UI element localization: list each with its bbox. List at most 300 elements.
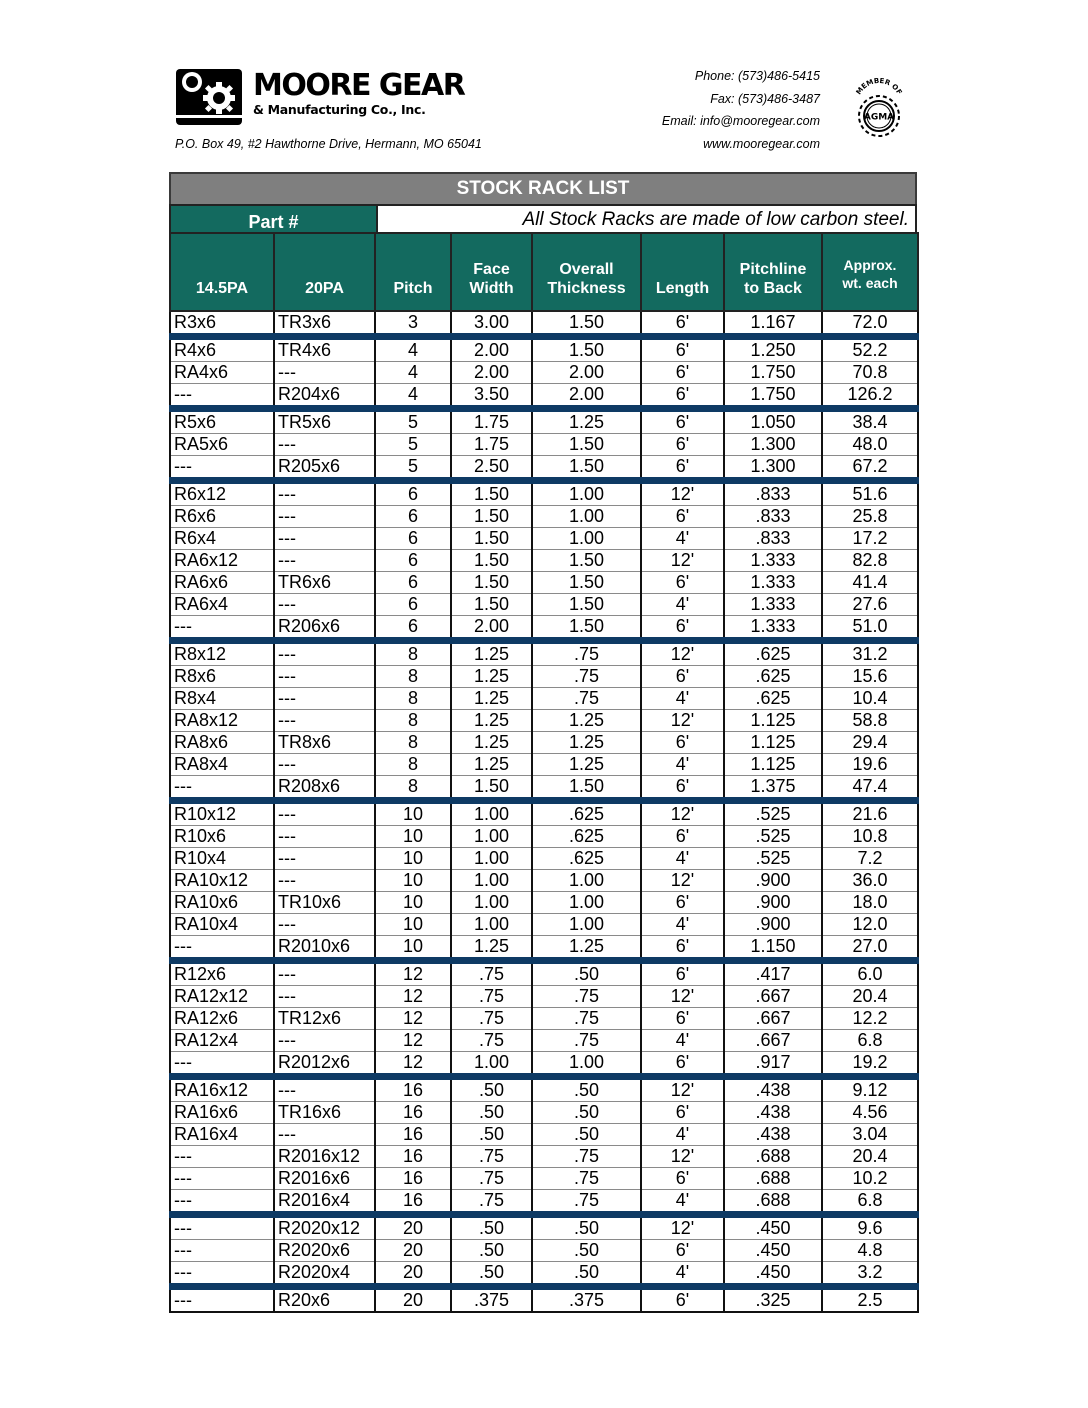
gear-logo-icon [175,68,243,126]
cell-length: 4' [641,848,724,870]
cell-pitch: 8 [375,688,451,710]
cell-face-width: .50 [451,1240,532,1262]
cell-face-width: 1.25 [451,936,532,961]
table-row [170,641,918,666]
cell-part-20pa: --- [274,594,375,616]
cell-pitchline-to-back: .450 [724,1262,822,1287]
cell-length: 4' [641,594,724,616]
cell-part-20pa: TR16x6 [274,1102,375,1124]
column-header-line: Pitch [393,280,433,297]
table-subheader [169,204,917,232]
cell-overall-thickness: 2.00 [532,362,641,384]
cell-part-20pa: TR6x6 [274,572,375,594]
column-header-line: Thickness [547,280,626,297]
cell-pitch: 10 [375,801,451,826]
cell-overall-thickness: .75 [532,1030,641,1052]
cell-part-20pa: --- [274,801,375,826]
table-title: STOCK RACK LIST [169,172,917,204]
fax-number: Fax: (573)486-3487 [710,91,820,106]
cell-pitchline-to-back: .450 [724,1215,822,1240]
cell-face-width: 3.00 [451,311,532,337]
cell-part-14-5pa: R6x12 [170,481,274,506]
cell-part-14-5pa: --- [170,1262,274,1287]
cell-pitchline-to-back: .688 [724,1168,822,1190]
cell-overall-thickness: .75 [532,688,641,710]
table-body [170,311,918,1312]
company-subtitle: & Manufacturing Co., Inc. [253,102,426,117]
column-header-line: Face [473,261,510,278]
cell-overall-thickness: .50 [532,1240,641,1262]
cell-pitch: 16 [375,1124,451,1146]
cell-approx-weight: 12.0 [822,914,918,936]
cell-part-14-5pa: RA16x6 [170,1102,274,1124]
cell-overall-thickness: 1.50 [532,311,641,337]
cell-pitch: 10 [375,892,451,914]
cell-face-width: 2.00 [451,337,532,362]
cell-approx-weight: 38.4 [822,409,918,434]
cell-part-14-5pa: RA8x12 [170,710,274,732]
cell-approx-weight: 52.2 [822,337,918,362]
cell-face-width: 1.00 [451,892,532,914]
cell-part-20pa: TR5x6 [274,409,375,434]
cell-pitchline-to-back: 1.125 [724,754,822,776]
cell-approx-weight: 15.6 [822,666,918,688]
cell-overall-thickness: 1.50 [532,594,641,616]
cell-overall-thickness: 1.25 [532,754,641,776]
cell-part-20pa: --- [274,1077,375,1102]
cell-length: 6' [641,1240,724,1262]
cell-face-width: 2.50 [451,456,532,481]
cell-pitchline-to-back: .900 [724,914,822,936]
cell-face-width: .50 [451,1215,532,1240]
cell-length: 12' [641,986,724,1008]
table-row [170,594,918,616]
cell-approx-weight: 41.4 [822,572,918,594]
cell-part-14-5pa: --- [170,1287,274,1313]
cell-pitchline-to-back: .450 [724,1240,822,1262]
cell-face-width: .50 [451,1102,532,1124]
cell-length: 6' [641,732,724,754]
table-row [170,1077,918,1102]
cell-overall-thickness: .75 [532,1168,641,1190]
cell-face-width: 1.25 [451,710,532,732]
cell-part-14-5pa: RA8x4 [170,754,274,776]
cell-face-width: .75 [451,1168,532,1190]
cell-face-width: 2.00 [451,616,532,641]
cell-overall-thickness: .50 [532,1102,641,1124]
table-row [170,1190,918,1215]
cell-length: 6' [641,666,724,688]
column-header-line: wt. each [842,275,898,291]
cell-length: 12' [641,481,724,506]
cell-overall-thickness: 1.25 [532,732,641,754]
table-row [170,848,918,870]
cell-part-20pa: --- [274,754,375,776]
cell-length: 6' [641,311,724,337]
column-header-line: Width [469,280,514,297]
cell-face-width: 1.50 [451,506,532,528]
cell-overall-thickness: .75 [532,1146,641,1168]
cell-approx-weight: 36.0 [822,870,918,892]
cell-overall-thickness: .375 [532,1287,641,1313]
cell-part-14-5pa: RA10x12 [170,870,274,892]
stock-rack-sheet [169,172,917,1313]
cell-part-14-5pa: R10x4 [170,848,274,870]
cell-approx-weight: 20.4 [822,1146,918,1168]
cell-pitch: 5 [375,456,451,481]
cell-length: 4' [641,528,724,550]
stock-rack-table [169,232,919,1313]
phone-number: Phone: (573)486-5415 [694,69,820,83]
cell-pitch: 4 [375,337,451,362]
cell-length: 12' [641,870,724,892]
email-address[interactable]: Email: info@mooregear.com [661,114,820,128]
cell-pitchline-to-back: .438 [724,1102,822,1124]
cell-approx-weight: 10.2 [822,1168,918,1190]
cell-pitchline-to-back: 1.333 [724,550,822,572]
cell-part-14-5pa: RA16x12 [170,1077,274,1102]
cell-face-width: .75 [451,1030,532,1052]
cell-overall-thickness: .75 [532,1190,641,1215]
cell-pitch: 16 [375,1190,451,1215]
cell-overall-thickness: 1.50 [532,776,641,801]
cell-overall-thickness: .75 [532,1008,641,1030]
cell-pitchline-to-back: 1.167 [724,311,822,337]
cell-face-width: 1.50 [451,528,532,550]
cell-pitch: 10 [375,914,451,936]
cell-overall-thickness: 1.50 [532,337,641,362]
cell-part-14-5pa: R8x6 [170,666,274,688]
cell-approx-weight: 3.2 [822,1262,918,1287]
cell-part-20pa: --- [274,914,375,936]
cell-part-14-5pa: RA10x4 [170,914,274,936]
cell-part-14-5pa: RA5x6 [170,434,274,456]
cell-part-20pa: TR3x6 [274,311,375,337]
cell-length: 6' [641,1168,724,1190]
cell-pitchline-to-back: .833 [724,528,822,550]
cell-pitch: 8 [375,666,451,688]
cell-approx-weight: 51.6 [822,481,918,506]
cell-face-width: 1.50 [451,550,532,572]
column-header-pitchline-to-back [724,233,822,311]
cell-face-width: 1.75 [451,409,532,434]
cell-pitch: 20 [375,1240,451,1262]
cell-face-width: 3.50 [451,384,532,409]
column-header-overall-thickness [532,233,641,311]
cell-pitch: 6 [375,572,451,594]
cell-length: 12' [641,801,724,826]
cell-pitchline-to-back: .625 [724,641,822,666]
cell-pitch: 6 [375,594,451,616]
cell-pitch: 3 [375,311,451,337]
cell-face-width: 1.50 [451,572,532,594]
cell-length: 6' [641,616,724,641]
table-row [170,1008,918,1030]
table-row [170,409,918,434]
cell-part-14-5pa: --- [170,1052,274,1077]
badge-center-text: AGMA [863,112,895,123]
cell-part-20pa: R204x6 [274,384,375,409]
cell-pitchline-to-back: .688 [724,1190,822,1215]
cell-part-20pa: R2010x6 [274,936,375,961]
cell-approx-weight: 7.2 [822,848,918,870]
cell-approx-weight: 21.6 [822,801,918,826]
cell-part-20pa: --- [274,641,375,666]
cell-length: 6' [641,776,724,801]
cell-pitch: 12 [375,986,451,1008]
cell-part-14-5pa: --- [170,616,274,641]
cell-part-14-5pa: RA12x6 [170,1008,274,1030]
cell-pitchline-to-back: 1.300 [724,456,822,481]
table-row [170,1215,918,1240]
cell-overall-thickness: 1.25 [532,710,641,732]
column-header-line: Length [655,280,710,297]
column-header-row [170,233,918,311]
agma-member-badge-icon [848,78,910,142]
cell-part-14-5pa: --- [170,1168,274,1190]
cell-approx-weight: 126.2 [822,384,918,409]
cell-part-14-5pa: R12x6 [170,961,274,986]
cell-part-20pa: --- [274,961,375,986]
cell-overall-thickness: 1.00 [532,506,641,528]
cell-length: 6' [641,826,724,848]
cell-face-width: 1.00 [451,848,532,870]
cell-part-20pa: TR8x6 [274,732,375,754]
column-header-approx-weight [822,233,918,311]
cell-part-20pa: --- [274,666,375,688]
cell-part-14-5pa: R3x6 [170,311,274,337]
table-row [170,616,918,641]
cell-length: 4' [641,1190,724,1215]
cell-face-width: 1.00 [451,870,532,892]
cell-face-width: 1.00 [451,1052,532,1077]
cell-overall-thickness: .625 [532,848,641,870]
table-row [170,688,918,710]
cell-part-20pa: TR4x6 [274,337,375,362]
cell-approx-weight: 82.8 [822,550,918,572]
cell-approx-weight: 20.4 [822,986,918,1008]
cell-face-width: .50 [451,1124,532,1146]
cell-overall-thickness: .625 [532,801,641,826]
cell-pitch: 8 [375,641,451,666]
cell-face-width: 1.75 [451,434,532,456]
contact-info [662,67,820,157]
cell-pitch: 16 [375,1102,451,1124]
cell-part-20pa: --- [274,1030,375,1052]
cell-part-14-5pa: RA10x6 [170,892,274,914]
cell-length: 6' [641,456,724,481]
cell-pitch: 10 [375,870,451,892]
cell-approx-weight: 3.04 [822,1124,918,1146]
cell-part-20pa: R20x6 [274,1287,375,1313]
material-note: All Stock Racks are made of low carbon steel. [378,204,915,232]
cell-pitchline-to-back: 1.125 [724,710,822,732]
table-row [170,870,918,892]
cell-pitchline-to-back: .833 [724,481,822,506]
cell-approx-weight: 9.12 [822,1077,918,1102]
table-row [170,1262,918,1287]
cell-pitchline-to-back: .625 [724,688,822,710]
cell-pitchline-to-back: .667 [724,986,822,1008]
cell-part-14-5pa: R6x6 [170,506,274,528]
column-header-line: to Back [744,280,802,297]
cell-part-14-5pa: RA12x12 [170,986,274,1008]
cell-overall-thickness: .50 [532,1215,641,1240]
table-row [170,456,918,481]
cell-part-20pa: --- [274,688,375,710]
cell-pitch: 10 [375,826,451,848]
cell-overall-thickness: 1.50 [532,572,641,594]
cell-part-20pa: TR10x6 [274,892,375,914]
cell-approx-weight: 12.2 [822,1008,918,1030]
cell-pitchline-to-back: .438 [724,1124,822,1146]
cell-face-width: .75 [451,1146,532,1168]
cell-face-width: 1.50 [451,776,532,801]
cell-pitch: 6 [375,506,451,528]
column-header-pitch [375,233,451,311]
cell-length: 6' [641,936,724,961]
cell-overall-thickness: 1.25 [532,936,641,961]
cell-length: 6' [641,506,724,528]
cell-length: 6' [641,409,724,434]
cell-approx-weight: 9.6 [822,1215,918,1240]
cell-pitchline-to-back: .525 [724,826,822,848]
column-header-line: Pitchline [739,261,807,278]
cell-part-20pa: R2020x6 [274,1240,375,1262]
company-address: P.O. Box 49, #2 Hawthorne Drive, Hermann, MO 65041 [175,137,482,151]
website-link[interactable]: www.mooregear.com [703,136,820,151]
cell-pitchline-to-back: 1.050 [724,409,822,434]
cell-pitch: 6 [375,528,451,550]
cell-pitch: 16 [375,1146,451,1168]
cell-face-width: 1.25 [451,641,532,666]
cell-part-14-5pa: RA4x6 [170,362,274,384]
cell-pitch: 6 [375,616,451,641]
cell-part-14-5pa: RA6x4 [170,594,274,616]
cell-overall-thickness: 1.00 [532,1052,641,1077]
cell-pitchline-to-back: 1.333 [724,572,822,594]
table-row [170,892,918,914]
cell-part-14-5pa: RA6x12 [170,550,274,572]
table-row [170,961,918,986]
cell-overall-thickness: 1.50 [532,456,641,481]
cell-approx-weight: 6.8 [822,1190,918,1215]
table-row [170,1240,918,1262]
cell-overall-thickness: 1.50 [532,550,641,572]
cell-length: 4' [641,1124,724,1146]
table-row [170,362,918,384]
cell-approx-weight: 72.0 [822,311,918,337]
cell-part-14-5pa: R4x6 [170,337,274,362]
cell-part-14-5pa: --- [170,776,274,801]
cell-face-width: .75 [451,961,532,986]
cell-face-width: 2.00 [451,362,532,384]
cell-length: 6' [641,1008,724,1030]
cell-part-20pa: --- [274,506,375,528]
cell-pitchline-to-back: .438 [724,1077,822,1102]
cell-approx-weight: 67.2 [822,456,918,481]
table-row [170,1102,918,1124]
cell-part-20pa: R2016x6 [274,1168,375,1190]
cell-face-width: .75 [451,1190,532,1215]
cell-approx-weight: 27.0 [822,936,918,961]
cell-length: 6' [641,384,724,409]
cell-pitch: 10 [375,936,451,961]
cell-part-20pa: TR12x6 [274,1008,375,1030]
cell-length: 6' [641,1052,724,1077]
cell-pitch: 8 [375,732,451,754]
cell-pitchline-to-back: .667 [724,1008,822,1030]
table-row [170,384,918,409]
cell-part-20pa: R2020x12 [274,1215,375,1240]
cell-face-width: .75 [451,1008,532,1030]
cell-part-20pa: --- [274,481,375,506]
cell-length: 6' [641,434,724,456]
cell-overall-thickness: .50 [532,961,641,986]
cell-approx-weight: 10.4 [822,688,918,710]
cell-pitchline-to-back: .900 [724,870,822,892]
column-header-length [641,233,724,311]
cell-part-20pa: R206x6 [274,616,375,641]
cell-length: 6' [641,362,724,384]
cell-length: 6' [641,1287,724,1313]
cell-length: 6' [641,337,724,362]
cell-part-14-5pa: R10x6 [170,826,274,848]
cell-length: 6' [641,572,724,594]
cell-face-width: 1.50 [451,594,532,616]
cell-part-14-5pa: RA6x6 [170,572,274,594]
table-row [170,337,918,362]
cell-approx-weight: 10.8 [822,826,918,848]
cell-part-14-5pa: RA16x4 [170,1124,274,1146]
cell-approx-weight: 70.8 [822,362,918,384]
cell-approx-weight: 48.0 [822,434,918,456]
cell-part-14-5pa: --- [170,456,274,481]
cell-part-20pa: R208x6 [274,776,375,801]
cell-overall-thickness: .50 [532,1124,641,1146]
cell-part-14-5pa: R6x4 [170,528,274,550]
cell-face-width: .375 [451,1287,532,1313]
cell-part-20pa: --- [274,826,375,848]
cell-pitchline-to-back: .525 [724,848,822,870]
cell-length: 6' [641,961,724,986]
cell-pitch: 16 [375,1077,451,1102]
table-row [170,936,918,961]
cell-pitch: 8 [375,754,451,776]
cell-pitchline-to-back: .325 [724,1287,822,1313]
cell-pitchline-to-back: 1.150 [724,936,822,961]
company-logo [175,68,485,128]
cell-part-14-5pa: RA8x6 [170,732,274,754]
cell-pitch: 12 [375,961,451,986]
table-row [170,1168,918,1190]
cell-face-width: 1.00 [451,914,532,936]
column-header-line: Approx. [843,257,897,273]
cell-length: 12' [641,550,724,572]
cell-approx-weight: 2.5 [822,1287,918,1313]
cell-overall-thickness: 1.50 [532,434,641,456]
cell-part-14-5pa: R8x4 [170,688,274,710]
cell-pitchline-to-back: 1.125 [724,732,822,754]
cell-part-14-5pa: --- [170,1190,274,1215]
cell-part-20pa: R205x6 [274,456,375,481]
cell-overall-thickness: .625 [532,826,641,848]
cell-approx-weight: 6.0 [822,961,918,986]
table-row [170,311,918,337]
table-row [170,1287,918,1313]
column-header-line: 20PA [305,280,344,297]
cell-part-20pa: R2012x6 [274,1052,375,1077]
